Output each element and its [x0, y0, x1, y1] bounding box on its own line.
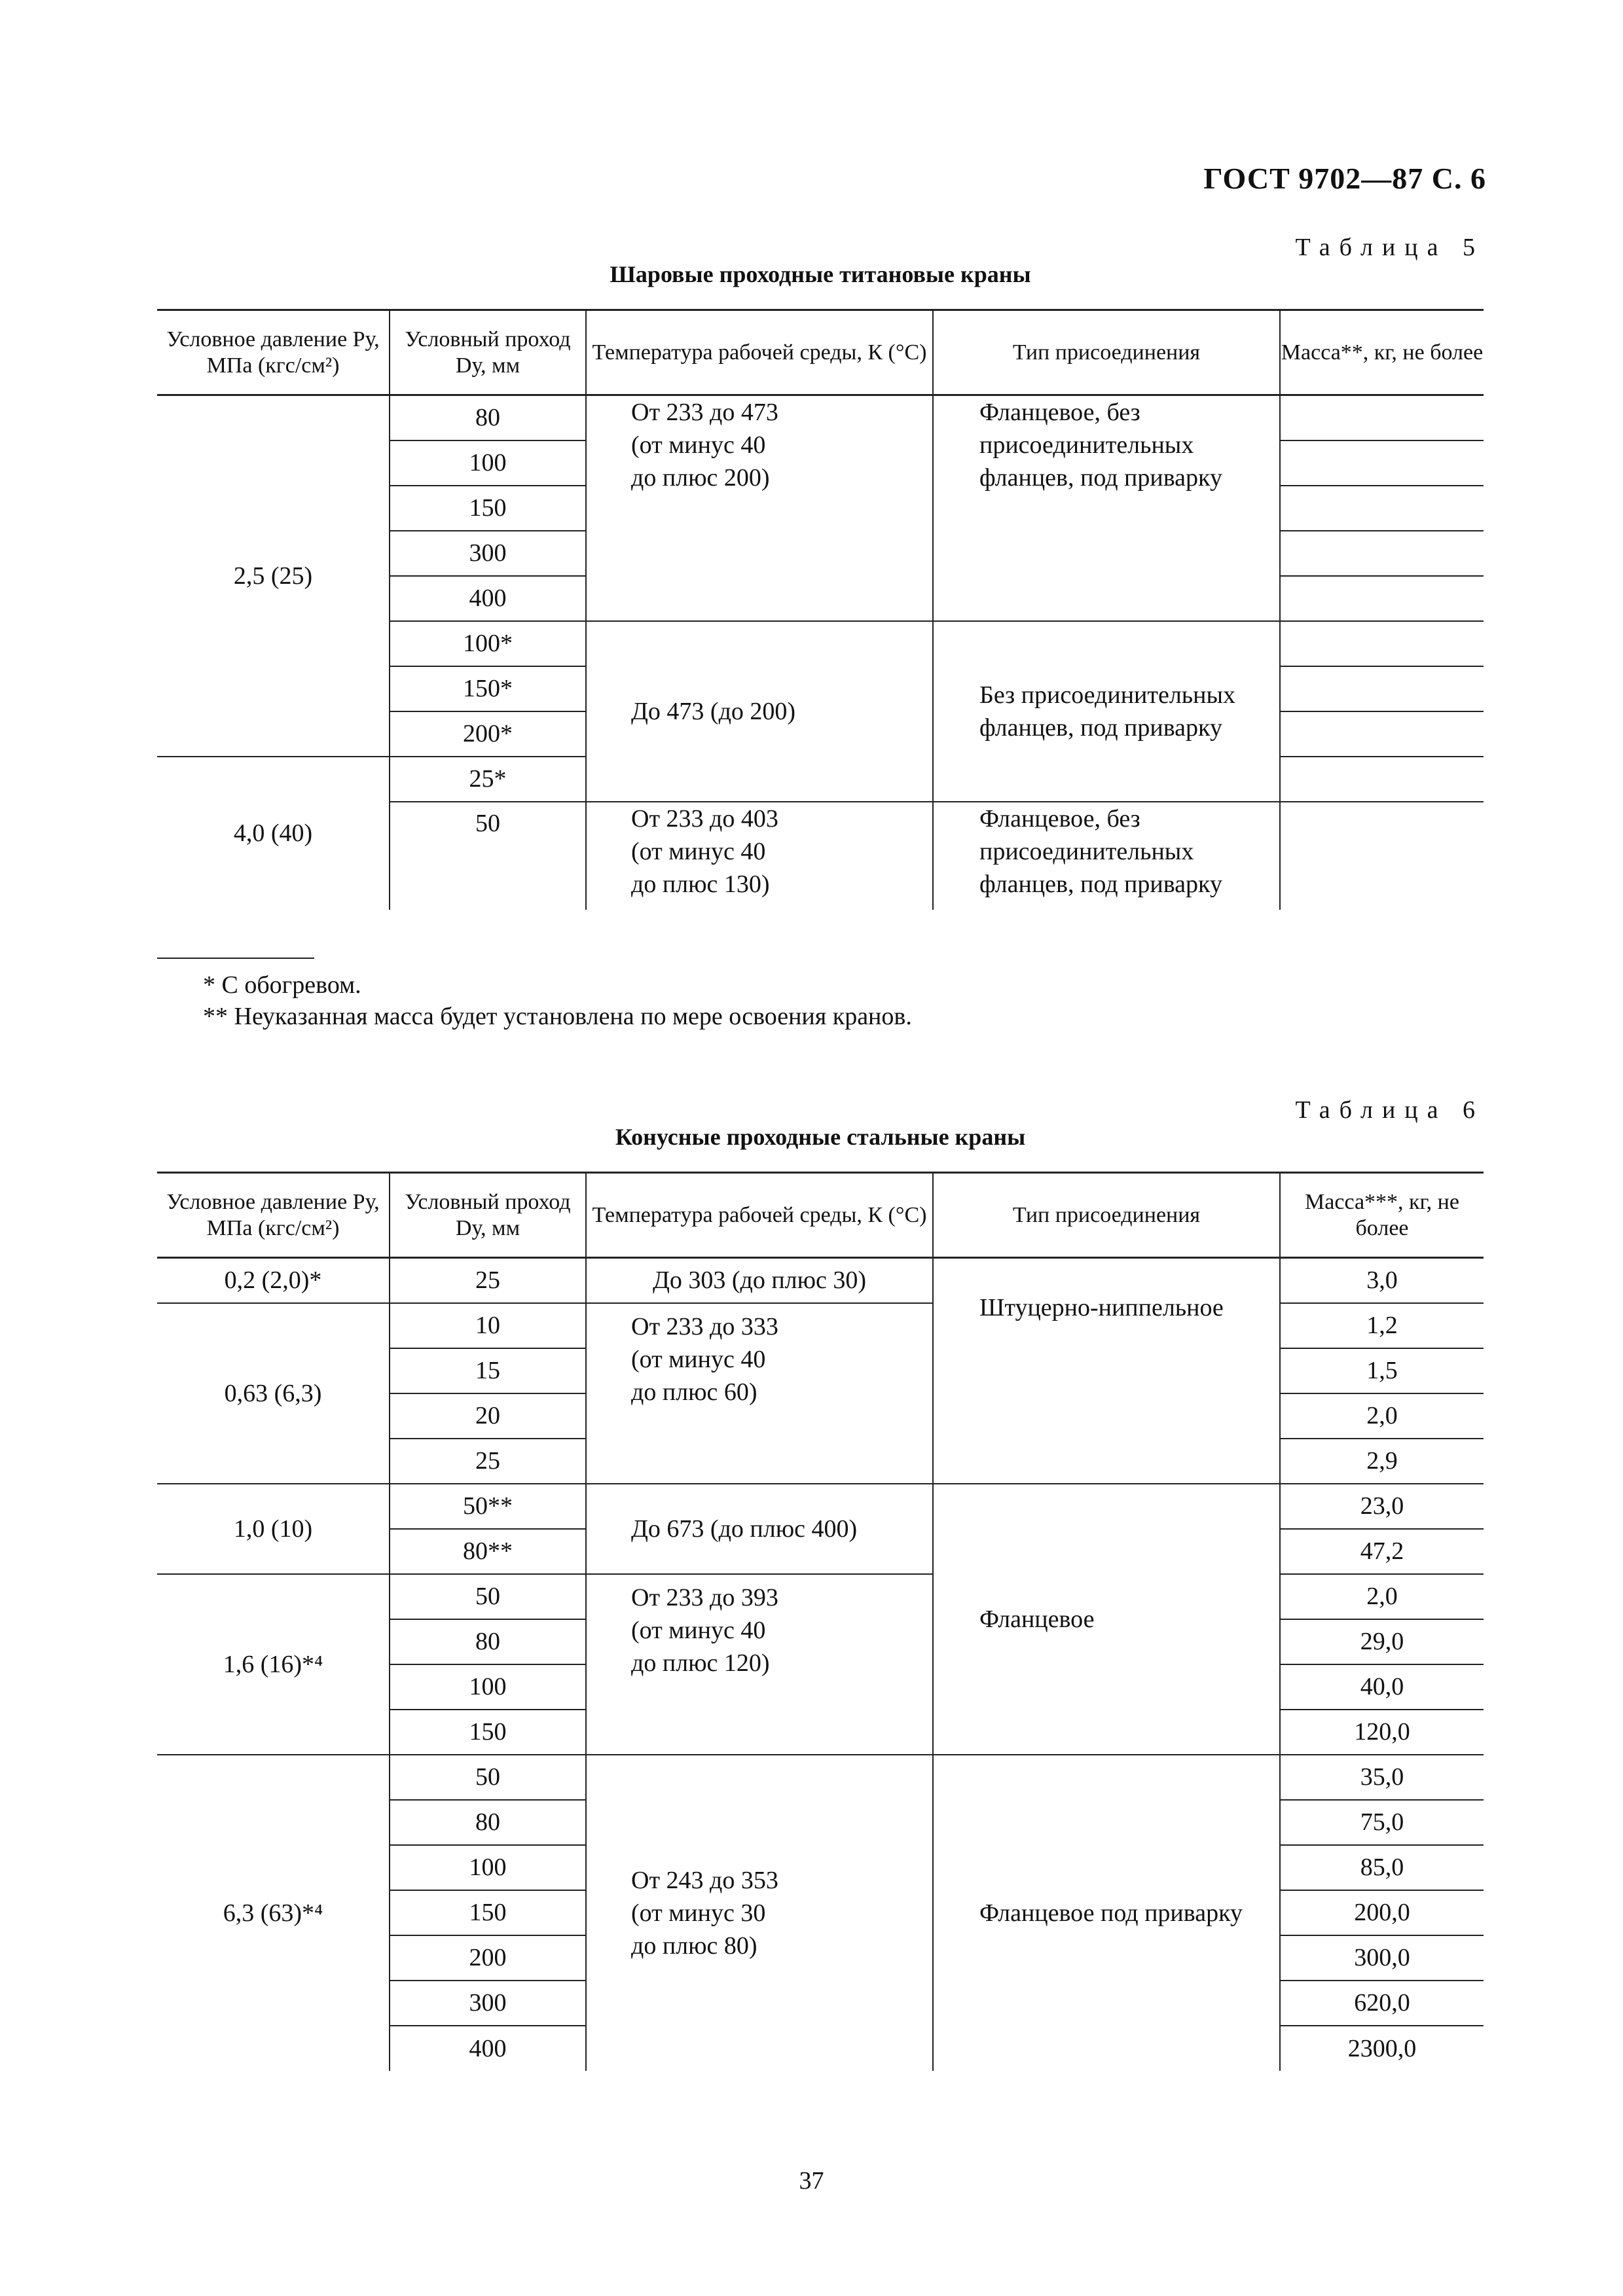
table6-diameter: 25: [390, 1439, 586, 1484]
table5-col-temperature: Температура рабочей среды, К (°С): [586, 310, 933, 395]
table6-diameter: 50**: [390, 1484, 586, 1529]
table5-title: Шаровые проходные титановые краны: [610, 261, 1031, 287]
page-number: 37: [799, 2167, 824, 2195]
table6-mass: 1,5: [1280, 1348, 1484, 1393]
table5-connection: Фланцевое, без присоединительных фланцев, под приварку: [933, 395, 1280, 621]
table6-mass: 120,0: [1280, 1710, 1484, 1755]
table6: [157, 1172, 1484, 2071]
table6-temperature: От 233 до 393 (от минус 40 до плюс 120): [586, 1574, 933, 1755]
table5-mass: [1280, 531, 1484, 576]
table6-col-pressure: Условное давление Pу, МПа (кгс/см²): [157, 1173, 390, 1258]
table6-mass: 23,0: [1280, 1484, 1484, 1529]
table5-col-connection: Тип присоединения: [933, 310, 1280, 395]
table6-pressure: 1,6 (16)*⁴: [157, 1574, 390, 1755]
table5-diameter: 50: [390, 802, 586, 910]
table6-diameter: 80: [390, 1619, 586, 1664]
table6-title: Конусные проходные стальные краны: [615, 1124, 1026, 1150]
table5-diameter: 300: [390, 531, 586, 576]
table5-diameter: 25*: [390, 757, 586, 802]
table6-pressure: 1,0 (10): [157, 1484, 390, 1574]
table6-diameter: 80**: [390, 1529, 586, 1574]
table6-mass: 200,0: [1280, 1890, 1484, 1935]
table6-diameter: 50: [390, 1755, 586, 1800]
table5-col-pressure: Условное давление Pу, МПа (кгс/см²): [157, 310, 390, 395]
footnote: ** Неуказанная масса будет установлена по мере освоения кранов.: [203, 1003, 912, 1030]
table5-col-diameter: Условный проход Dу, мм: [390, 310, 586, 395]
table5: [157, 309, 1484, 910]
table6-col-temperature: Температура рабочей среды, К (°С): [586, 1173, 933, 1258]
table6-diameter: 100: [390, 1845, 586, 1890]
table6-mass: 2,0: [1280, 1393, 1484, 1439]
table6-diameter: 25: [390, 1258, 586, 1303]
document-header: ГОСТ 9702—87 С. 6: [1203, 162, 1486, 195]
table6-mass: 3,0: [1280, 1258, 1484, 1303]
table6-connection: Фланцевое: [933, 1484, 1280, 1755]
table5-temperature: От 233 до 403 (от минус 40 до плюс 130): [586, 802, 933, 910]
table6-diameter: 80: [390, 1800, 586, 1845]
table5-diameter: 150: [390, 486, 586, 531]
table6-temperature: До 303 (до плюс 30): [586, 1258, 933, 1303]
table6-mass: 47,2: [1280, 1529, 1484, 1574]
table6-col-diameter: Условный проход Dу, мм: [390, 1173, 586, 1258]
footnote: * С обогревом.: [203, 971, 361, 999]
table5-connection: Фланцевое, без присоединительных фланцев, под приварку: [933, 802, 1280, 910]
table6-diameter: 150: [390, 1890, 586, 1935]
table6-temperature: От 243 до 353 (от минус 30 до плюс 80): [586, 1755, 933, 2071]
table6-mass: 85,0: [1280, 1845, 1484, 1890]
table5-mass: [1280, 621, 1484, 666]
table5-diameter: 400: [390, 576, 586, 621]
table6-connection: Штуцерно-ниппельное: [933, 1258, 1280, 1484]
table6-diameter: 400: [390, 2026, 586, 2071]
table6-mass: 75,0: [1280, 1800, 1484, 1845]
table6-temperature: От 233 до 333 (от минус 40 до плюс 60): [586, 1303, 933, 1484]
table6-col-connection: Тип присоединения: [933, 1173, 1280, 1258]
table6-mass: 35,0: [1280, 1755, 1484, 1800]
table6-connection: Фланцевое под приварку: [933, 1755, 1280, 2071]
table6-mass: 2,9: [1280, 1439, 1484, 1484]
table5-diameter: 150*: [390, 666, 586, 711]
table6-mass: 1,2: [1280, 1303, 1484, 1348]
table5-col-mass: Масса**, кг, не более: [1280, 310, 1484, 395]
table5-diameter: 200*: [390, 711, 586, 757]
table6-label: Таблица 6: [1295, 1096, 1484, 1124]
table5-mass: [1280, 666, 1484, 711]
table5-temperature: До 473 (до 200): [586, 621, 933, 802]
footnote-rule: [157, 958, 314, 959]
table6-diameter: 10: [390, 1303, 586, 1348]
table6-diameter: 100: [390, 1664, 586, 1710]
table6-diameter: 15: [390, 1348, 586, 1393]
table5-connection: Без присоединительных фланцев, под приварку: [933, 621, 1280, 802]
table5-diameter: 80: [390, 395, 586, 440]
table5-mass: [1280, 576, 1484, 621]
table6-diameter: 300: [390, 1981, 586, 2026]
table6-mass: 2300,0: [1280, 2026, 1484, 2071]
table5-mass: [1280, 802, 1484, 910]
table6-diameter: 20: [390, 1393, 586, 1439]
table6-temperature: До 673 (до плюс 400): [586, 1484, 933, 1574]
table6-diameter: 50: [390, 1574, 586, 1619]
table5-pressure: 2,5 (25): [157, 395, 390, 757]
table6-mass: 300,0: [1280, 1935, 1484, 1981]
table6-pressure: 0,63 (6,3): [157, 1303, 390, 1484]
table6-diameter: 150: [390, 1710, 586, 1755]
table6-mass: 2,0: [1280, 1574, 1484, 1619]
table5-mass: [1280, 757, 1484, 802]
table5-mass: [1280, 395, 1484, 440]
table6-pressure: 6,3 (63)*⁴: [157, 1755, 390, 2071]
table5-mass: [1280, 486, 1484, 531]
table5-pressure: 4,0 (40): [157, 757, 390, 910]
table5-mass: [1280, 440, 1484, 486]
table5-diameter: 100: [390, 440, 586, 486]
table6-mass: 40,0: [1280, 1664, 1484, 1710]
table5-label: Таблица 5: [1295, 234, 1484, 261]
table5-diameter: 100*: [390, 621, 586, 666]
table6-pressure: 0,2 (2,0)*: [157, 1258, 390, 1303]
table6-mass: 29,0: [1280, 1619, 1484, 1664]
table5-mass: [1280, 711, 1484, 757]
table5-temperature: От 233 до 473 (от минус 40 до плюс 200): [586, 395, 933, 621]
table6-col-mass: Масса***, кг, не более: [1280, 1173, 1484, 1258]
table6-diameter: 200: [390, 1935, 586, 1981]
table6-mass: 620,0: [1280, 1981, 1484, 2026]
